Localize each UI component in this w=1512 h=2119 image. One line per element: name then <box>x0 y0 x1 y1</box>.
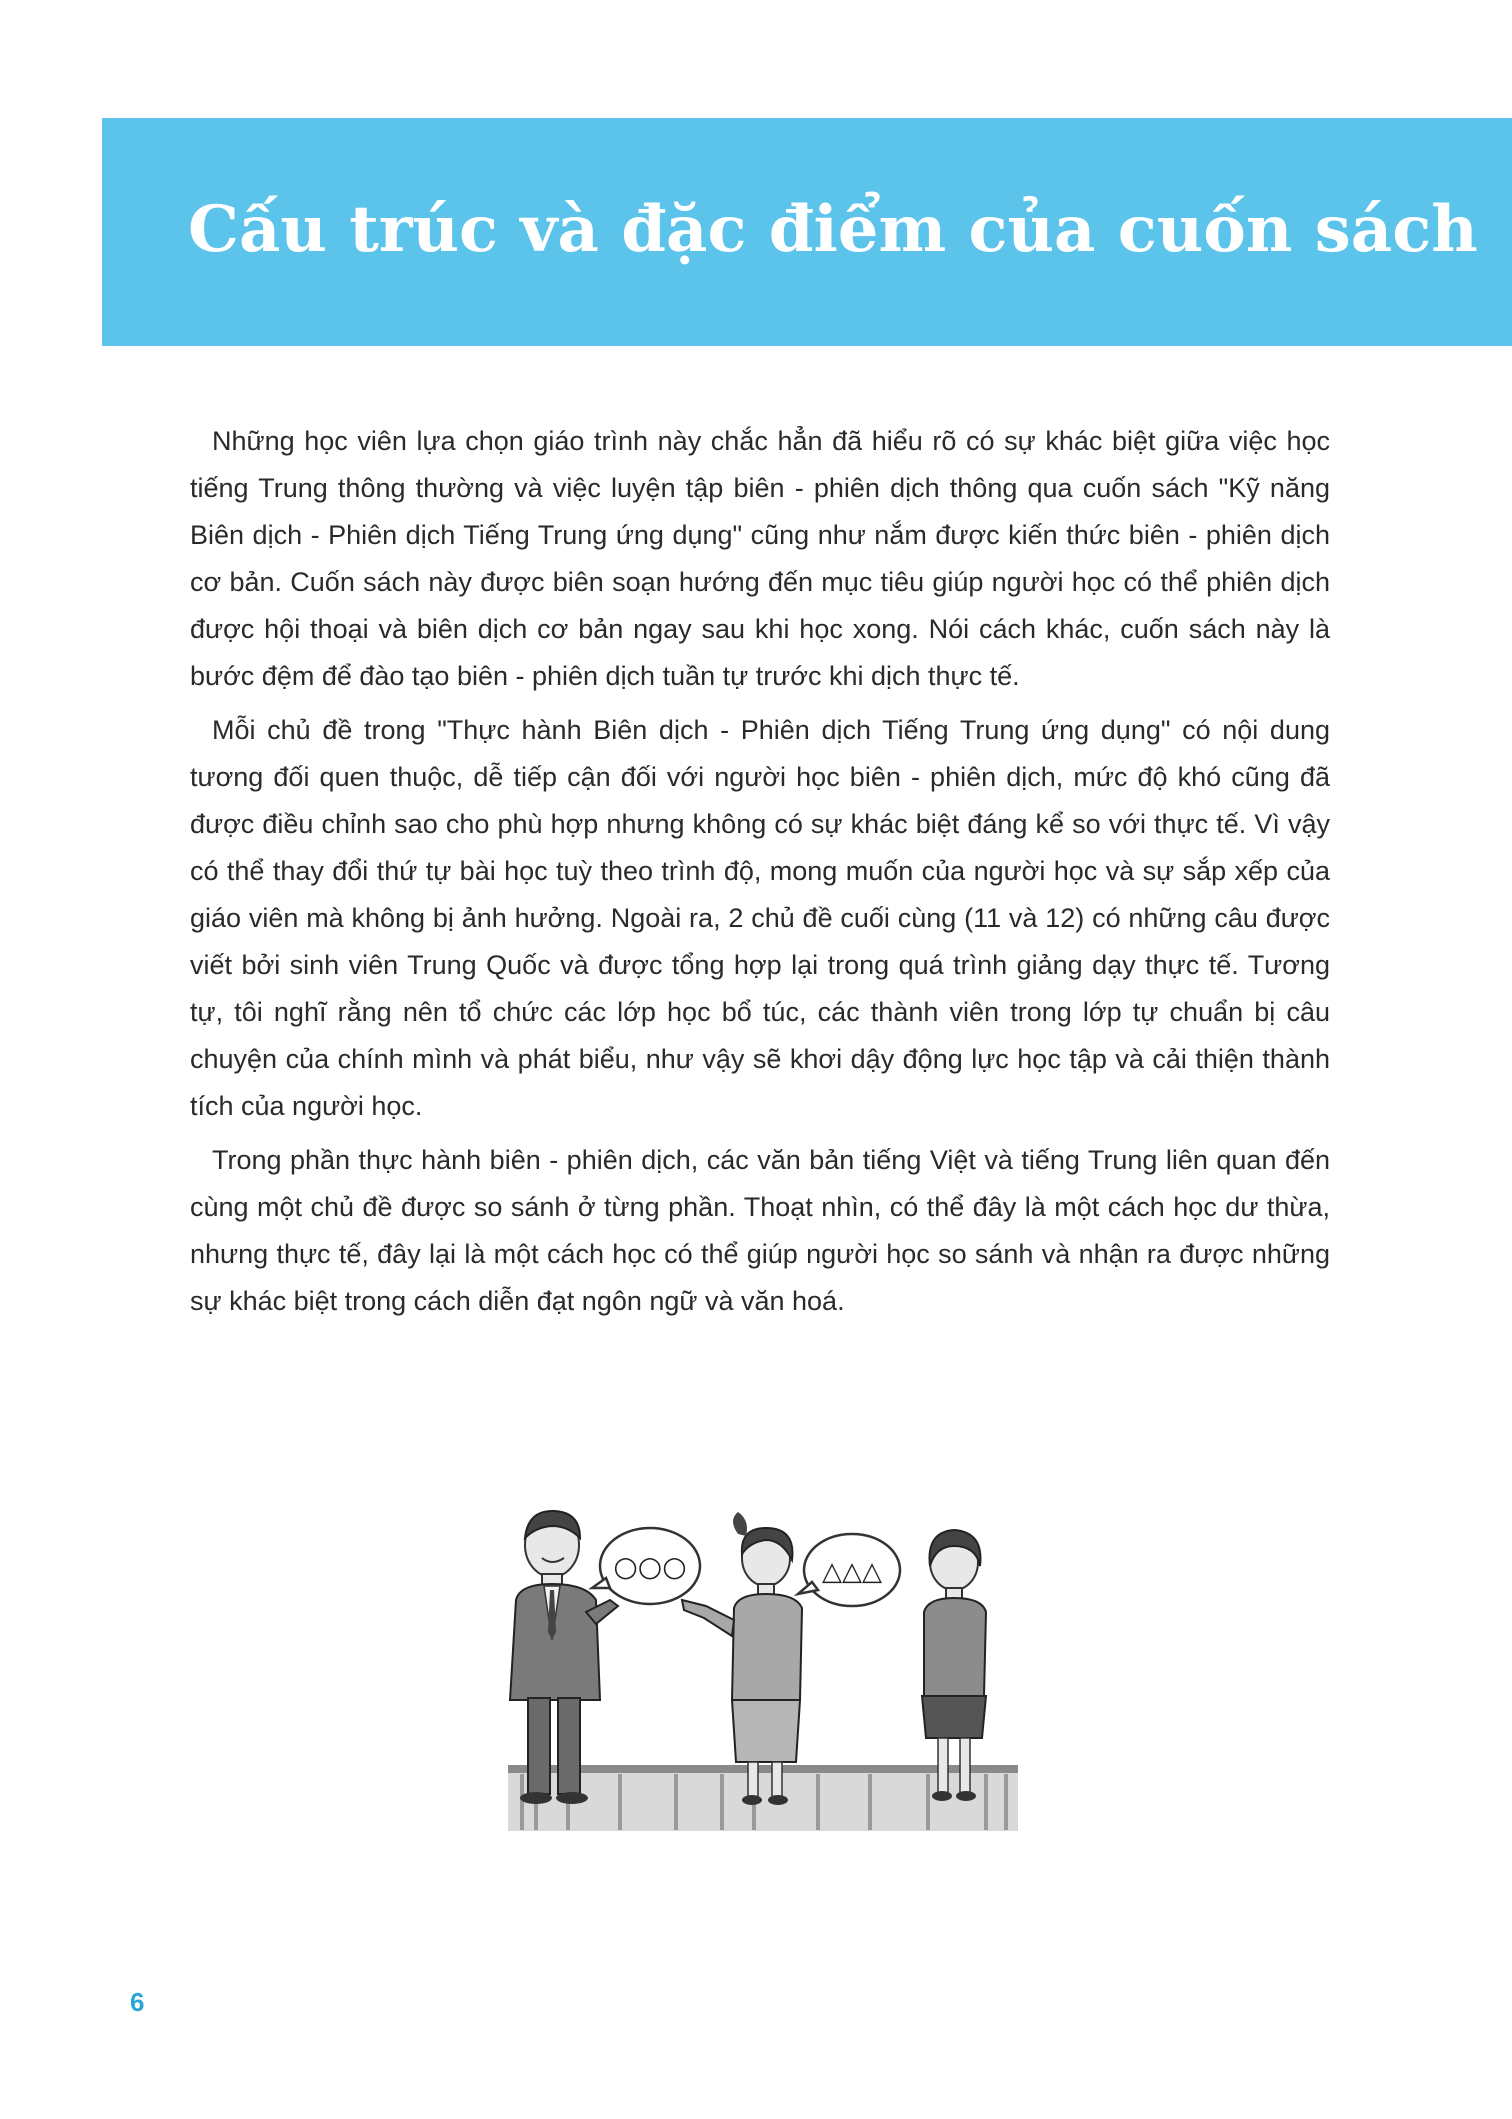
interpreter-illustration <box>506 1500 1022 1833</box>
listener-figure <box>922 1530 986 1801</box>
speech-bubble-right-text: △△△ <box>822 1557 882 1587</box>
paragraph-2: Mỗi chủ đề trong "Thực hành Biên dịch - Phiên dịch Tiếng Trung ứng dụng" có nội dung tương đối quen thuộc, dễ tiếp cận đối với người học biên - phiên dịch, mức độ khó cũng đã được điều chỉnh sao cho phù hợp nhưng không có sự khác biệt đáng kể so với thực tế. Vì vậy có thể thay đổi thứ tự bài học tuỳ theo trình độ, mong muốn của người học và sự sắp xếp của giáo viên mà không bị ảnh hưởng. Ngoài ra, 2 chủ đề cuối cùng (11 và 12) có những câu được viết bởi sinh viên Trung Quốc và được tổng hợp lại trong quá trình giảng dạy thực tế. Tương tự, tôi nghĩ rằng nên tổ chức các lớp học bổ túc, các thành viên trong lớp tự chuẩn bị câu chuyện của chính mình và phát biểu, như vậy sẽ khơi dậy động lực học tập và cải thiện thành tích của người học. <box>190 715 1330 1121</box>
speech-bubble-left <box>592 1528 700 1604</box>
page-number: 6 <box>130 1987 145 2017</box>
speech-bubble-left-text: ○○○ <box>613 1550 687 1583</box>
speech-bubble-right <box>798 1534 900 1606</box>
header-band <box>102 118 1512 346</box>
paragraph-1: Những học viên lựa chọn giáo trình này chắc hẳn đã hiểu rõ có sự khác biệt giữa việc học tiếng Trung thông thường và việc luyện tập biên - phiên dịch thông qua cuốn sách "Kỹ năng Biên dịch - Phiên dịch Tiếng Trung ứng dụng" cũng như nắm được kiến thức biên - phiên dịch cơ bản. Cuốn sách này được biên soạn hướng đến mục tiêu giúp người học có thể phiên dịch được hội thoại và biên dịch cơ bản ngay sau khi học xong. Nói cách khác, cuốn sách này là bước đệm để đào tạo biên - phiên dịch tuần tự trước khi dịch thực tế. <box>190 426 1330 691</box>
page-title: Cấu trúc và đặc điểm của cuốn sách <box>188 192 1478 267</box>
paragraph-3: Trong phần thực hành biên - phiên dịch, các văn bản tiếng Việt và tiếng Trung liên quan đến cùng một chủ đề được so sánh ở từng phần. Thoạt nhìn, có thể đây là một cách học dư thừa, nhưng thực tế, đây lại là một cách học có thể giúp người học so sánh và nhận ra được những sự khác biệt trong cách diễn đạt ngôn ngữ và văn hoá. <box>190 1145 1330 1316</box>
interpreter-figure <box>682 1512 802 1805</box>
body-text <box>190 418 1330 1332</box>
